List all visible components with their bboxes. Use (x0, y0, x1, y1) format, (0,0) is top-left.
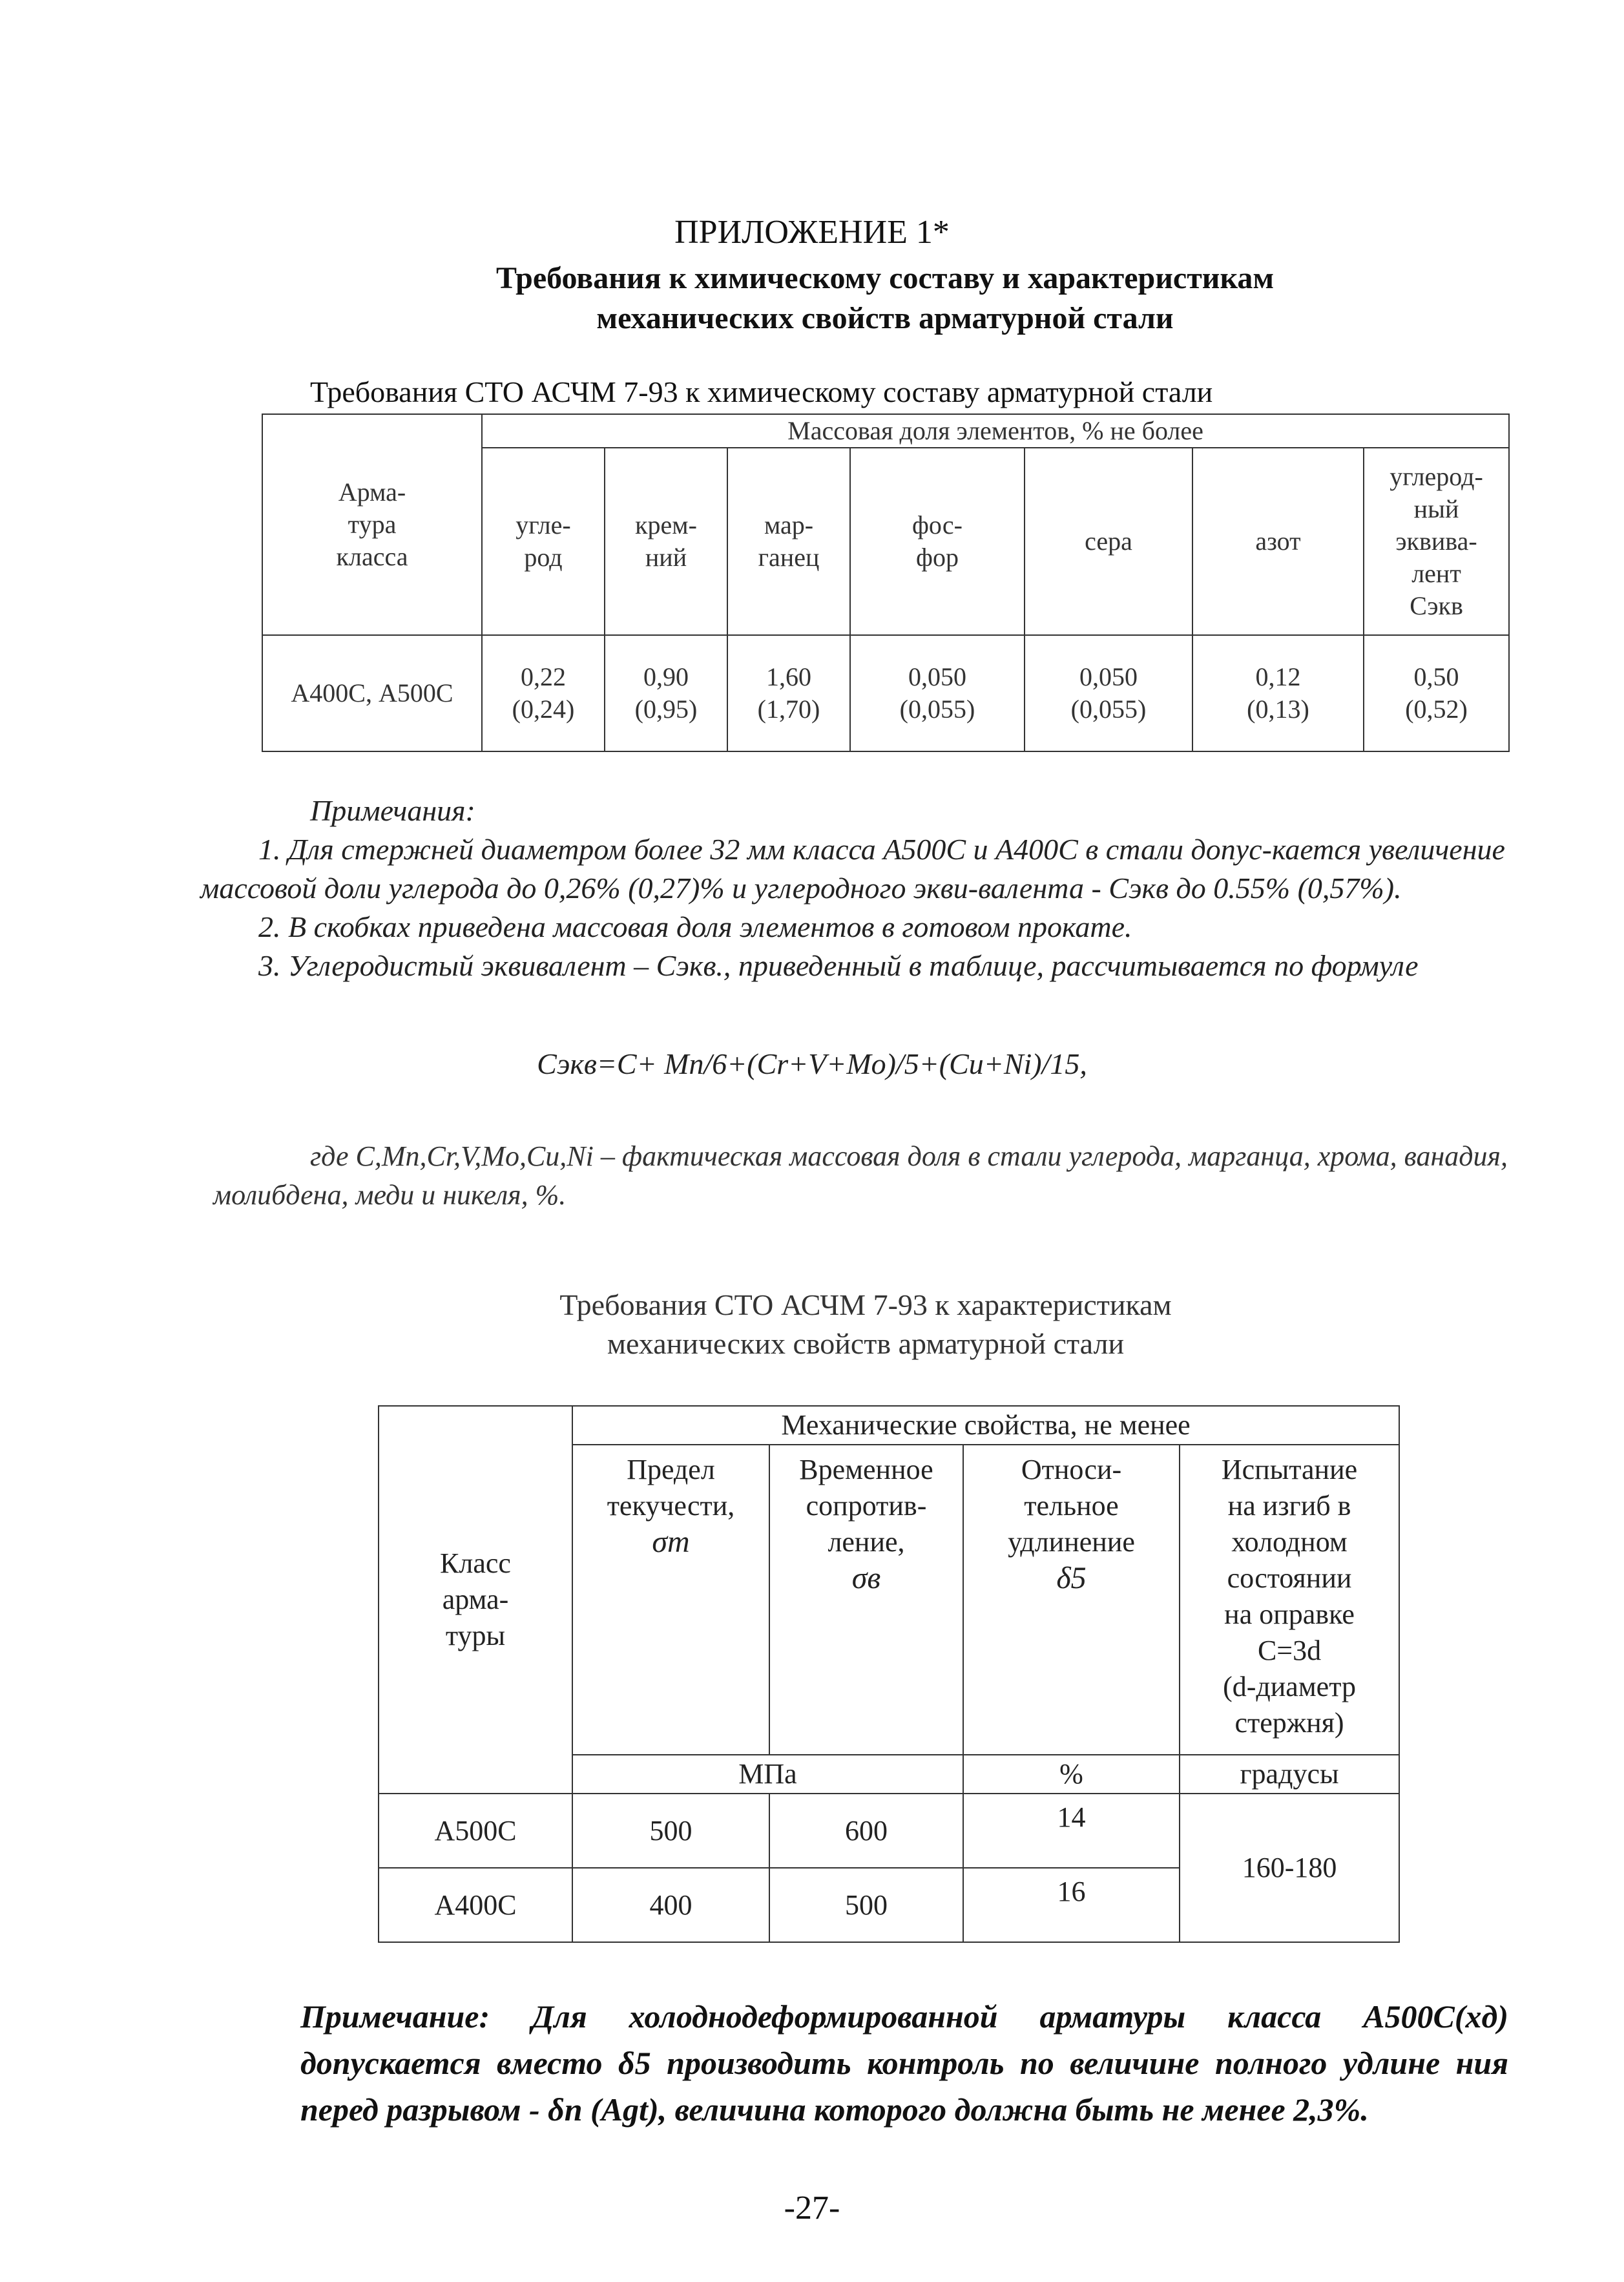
column-header: углерод- ный эквива- лент Сэкв (1364, 448, 1509, 635)
column-header (963, 1445, 1180, 1755)
table1-caption: Требования СТО АСЧМ 7-93 к химическому составу арматурной стали (310, 375, 1213, 408)
column-header-label: Относи- тельное удлинение (1008, 1454, 1135, 1558)
bottom-note-body: Для холоднодеформированной арматуры класса А500С(хд) допускается вместо δ5 производить контроль по величине полного удлине ния перед разрывом - δп (Agt), величина которого должна быть не менее 2,3%. (300, 1998, 1509, 2128)
table2-caption-line-1: Требования СТО АСЧМ 7-93 к характеристикам (559, 1288, 1172, 1321)
column-header: мар- ганец (727, 448, 850, 635)
unit-cell: % (963, 1755, 1180, 1794)
mechanical-properties-table (378, 1405, 1400, 1943)
unit-cell: МПа (572, 1755, 963, 1794)
table-cell: 0,12 (0,13) (1192, 635, 1364, 751)
column-header-symbol: σт (652, 1525, 690, 1559)
unit-cell: градусы (1180, 1755, 1399, 1794)
column-header: фос- фор (850, 448, 1025, 635)
column-header (769, 1445, 963, 1755)
bottom-note (300, 1993, 1508, 2133)
table-cell: 0,050 (0,055) (1025, 635, 1192, 751)
row-label-header: Арма- тура класса (262, 414, 482, 635)
table-cell: 400 (572, 1868, 769, 1942)
subtitle-line-1: Требования к химическому составу и характеристикам (495, 261, 1275, 295)
table-cell: 500 (769, 1868, 963, 1942)
table-cell: 160-180 (1180, 1794, 1399, 1942)
table2-caption (452, 1286, 1279, 1363)
column-header-symbol: σв (851, 1561, 881, 1595)
table2-caption-line-2: механических свойств арматурной стали (607, 1327, 1125, 1360)
table-cell: 16 (963, 1868, 1180, 1942)
formula-where: где C,Mn,Cr,V,Mo,Cu,Ni – фактическая массовая доля в стали углерода, марганца, хрома, ванадия, молибдена, меди и никеля, %. (213, 1140, 1508, 1211)
column-header: азот (1192, 448, 1364, 635)
row-label: А500С (379, 1794, 572, 1868)
note-item: 3. Углеродистый эквивалент – Сэкв., приведенный в таблице, рассчитывается по формуле (258, 949, 1419, 982)
row-label: А400С, А500С (262, 635, 482, 751)
column-header-symbol: δ5 (1056, 1561, 1087, 1595)
column-header (1180, 1445, 1399, 1755)
column-header-label: Предел текучести, (607, 1454, 735, 1522)
table-cell: 0,22 (0,24) (482, 635, 605, 751)
column-header: сера (1025, 448, 1192, 635)
formula: Сэкв=С+ Mn/6+(Cr+V+Mo)/5+(Cu+Ni)/15, (537, 1047, 1087, 1080)
column-header (572, 1445, 769, 1755)
row-label-header: Класс арма- туры (379, 1406, 572, 1794)
table-cell: 600 (769, 1794, 963, 1868)
notes-section (200, 791, 1512, 985)
column-header-label: Испытание на изгиб в холодном состоянии на оправке С=3d (d-диаметр стержня) (1221, 1454, 1358, 1739)
chemical-composition-table (262, 413, 1510, 752)
table-cell: 0,90 (0,95) (605, 635, 727, 751)
page-title: ПРИЛОЖЕНИЕ 1* (674, 214, 950, 251)
formula-explanation (213, 1137, 1518, 1215)
table-cell: 14 (963, 1794, 1180, 1868)
column-header: угле- род (482, 448, 605, 635)
table-cell: 0,050 (0,055) (850, 635, 1025, 751)
group-header: Массовая доля элементов, % не более (482, 414, 1509, 448)
subtitle-line-2: механических свойств арматурной стали (596, 301, 1174, 335)
notes-heading: Примечания: (310, 794, 475, 827)
page-number: -27- (784, 2190, 840, 2226)
bottom-note-text (300, 1993, 1508, 2133)
note-item: 1. Для стержней диаметром более 32 мм класса А500С и А400С в стали допус-кается увеличение массовой доли углерода до 0,26% (0,27)% и углеродного экви-валента - Сэкв до 0.55% (0,57%). (200, 833, 1505, 905)
page-subtitle (388, 258, 1382, 339)
column-header: крем- ний (605, 448, 727, 635)
bottom-note-label: Примечание: (300, 1998, 490, 2035)
group-header: Механические свойства, не менее (572, 1406, 1399, 1445)
row-label: А400С (379, 1868, 572, 1942)
column-header-label: Временное сопротив- ление, (799, 1454, 933, 1558)
table-cell: 0,50 (0,52) (1364, 635, 1509, 751)
table-cell: 500 (572, 1794, 769, 1868)
table-cell: 1,60 (1,70) (727, 635, 850, 751)
note-item: 2. В скобках приведена массовая доля элементов в готовом прокате. (258, 910, 1132, 943)
